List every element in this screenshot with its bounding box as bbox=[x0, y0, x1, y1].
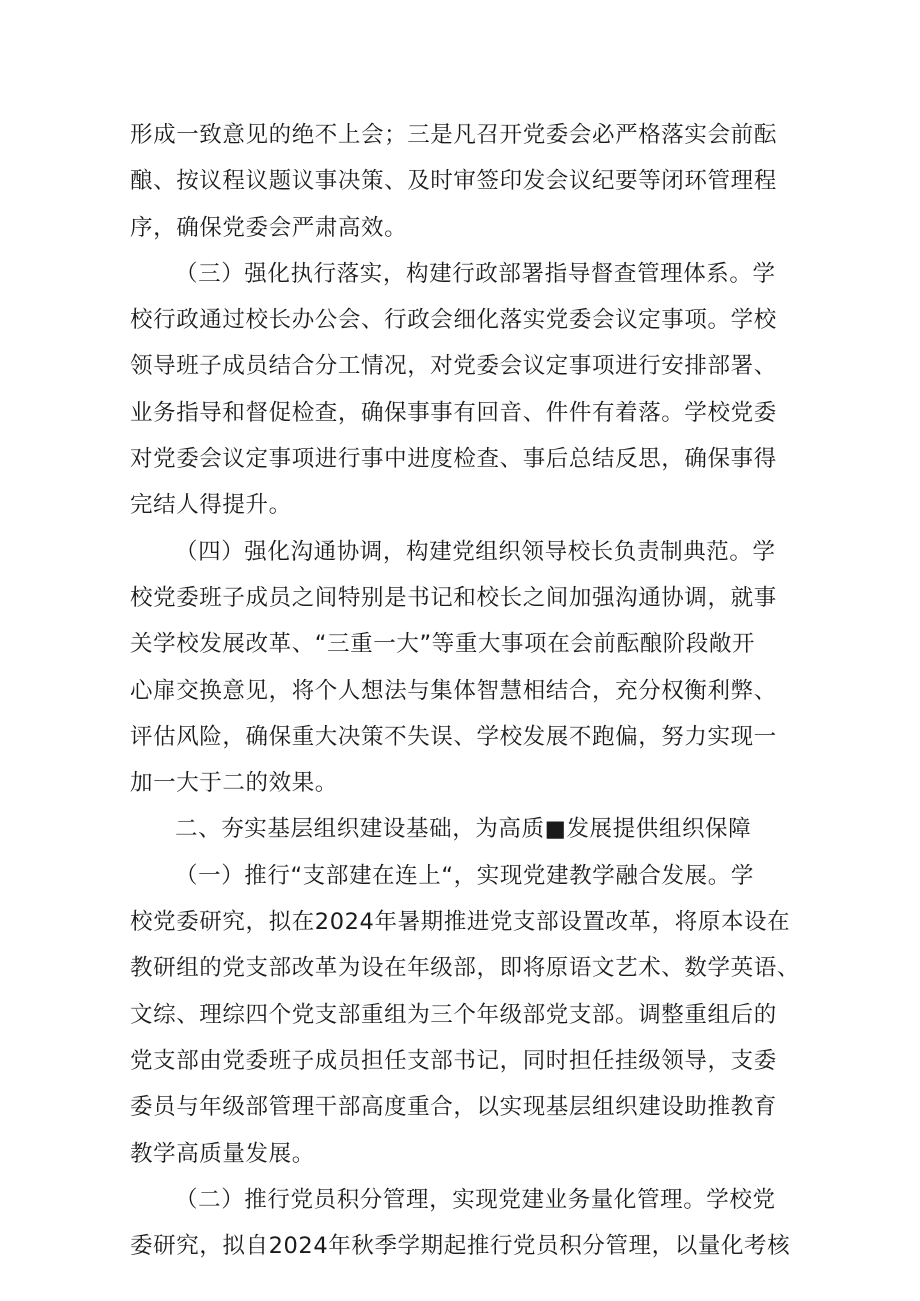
text-line: （四）强化沟通协调，构建党组织领导校长负责制典范。学 bbox=[175, 538, 776, 565]
text-line: （二）推行党员积分管理，实现党建业务量化管理。学校党 bbox=[175, 1186, 776, 1213]
text-line: 酿、按议程议题议事决策、及时审签印发会议纪要等闭环管理程 bbox=[130, 168, 777, 195]
text-line: 关学校发展改革、“三重一大”等重大事项在会前酝酿阶段敞开 bbox=[130, 631, 756, 658]
paragraph-subsection-two bbox=[130, 1177, 790, 1270]
text-line: 形成一致意见的绝不上会；三是凡召开党委会必严格落实会前酝 bbox=[130, 122, 777, 148]
text-line: 教学高质量发展。 bbox=[130, 1140, 315, 1167]
text-line: 委研究，拟自2024年秋季学期起推行党员积分管理，以量化考核 bbox=[130, 1233, 791, 1260]
text-line: 序，确保党委会严肃高效。 bbox=[130, 214, 408, 241]
section-heading-two bbox=[130, 806, 790, 852]
text-line: 业务指导和督促检查，确保事事有回音、件件有着落。学校党委 bbox=[130, 399, 777, 426]
text-line: 校党委班子成员之间特别是书记和校长之间加强沟通协调，就事 bbox=[130, 584, 777, 611]
text-line: 心扉交换意见，将个人想法与集体智慧相结合，充分权衡利弊、 bbox=[130, 677, 777, 704]
text-line: 对党委会议定事项进行事中进度检查、事后总结反思，确保事得 bbox=[130, 446, 777, 473]
text-line: 评估风险，确保重大决策不失误、学校发展不跑偏，努力实现一 bbox=[130, 723, 777, 750]
text-line: （一）推行“支部建在连上“，实现党建教学融合发展。学 bbox=[175, 862, 754, 889]
text-line: 校行政通过校长办公会、行政会细化落实党委会议定事项。学校 bbox=[130, 307, 777, 334]
paragraph-subsection-one bbox=[130, 853, 800, 1177]
text-line: 委员与年级部管理干部高度重合，以实现基层组织建设助推教育 bbox=[130, 1094, 777, 1121]
document-body bbox=[130, 112, 800, 1269]
text-line: 党支部由党委班子成员担任支部书记，同时担任挂级领导，支委 bbox=[130, 1047, 777, 1074]
text-line: 完结人得提升。 bbox=[130, 492, 292, 519]
paragraph-section-four bbox=[130, 529, 790, 807]
paragraph-continuation bbox=[130, 112, 790, 251]
text-line: 校党委研究，拟在2024年暑期推进党支部设置改革，将原本设在 bbox=[130, 909, 791, 936]
text-line: 教研组的党支部改革为设在年级部，即将原语文艺术、数学英语、 bbox=[130, 955, 800, 982]
text-line: 文综、理综四个党支部重组为三个年级部党支部。调整重组后的 bbox=[130, 1001, 777, 1028]
paragraph-section-three bbox=[130, 251, 790, 529]
text-line: 加一大于二的效果。 bbox=[130, 770, 338, 797]
heading-line: 二、夯实基层组织建设基础，为高质■发展提供组织保障 bbox=[175, 816, 752, 843]
text-line: （三）强化执行落实，构建行政部署指导督查管理体系。学 bbox=[175, 260, 776, 287]
text-line: 领导班子成员结合分工情况，对党委会议定事项进行安排部署、 bbox=[130, 353, 777, 380]
